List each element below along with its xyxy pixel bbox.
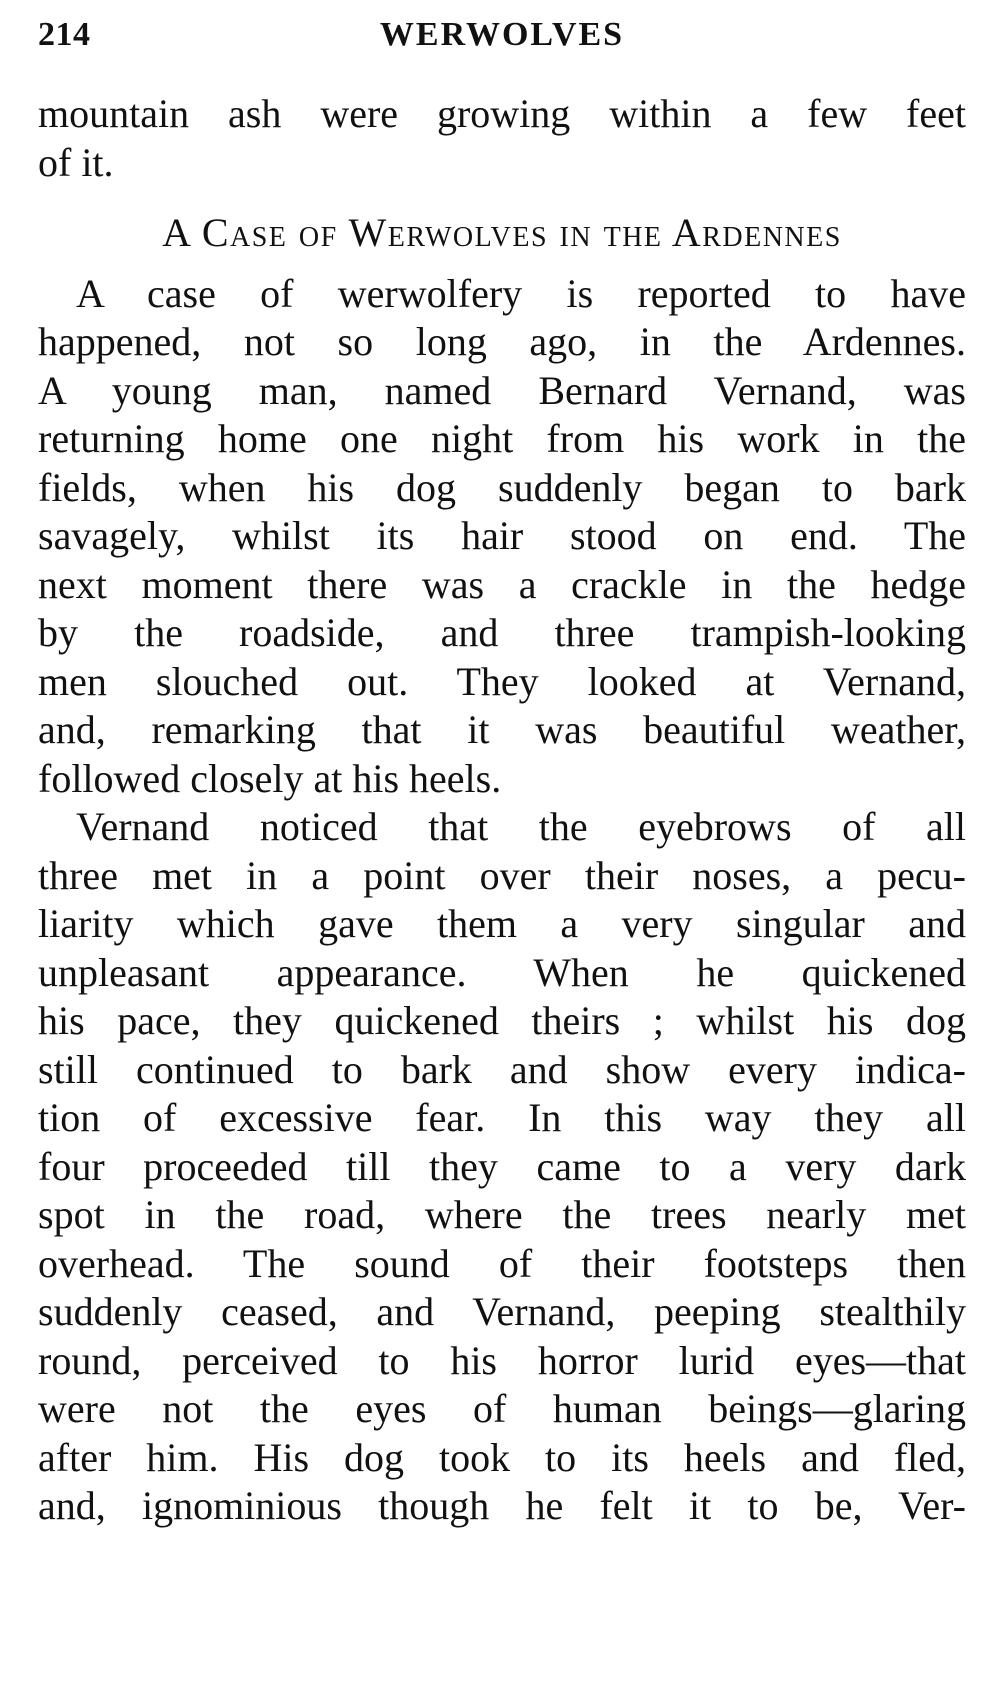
text-line: still continued to bark and show every indica- — [38, 1046, 966, 1092]
text-line: overhead. The sound of their footsteps then — [38, 1240, 966, 1286]
text-line: spot in the road, where the trees nearly met — [38, 1192, 966, 1237]
text-line: by the roadside, and three trampish-looking — [38, 610, 966, 655]
text-line: A case of werwolfery is reported to have — [76, 270, 966, 316]
text-line: liarity which gave them a very singular and — [38, 901, 966, 946]
text-line: men slouched out. They looked at Vernand, — [38, 658, 966, 704]
text-line: unpleasant appearance. When he quickened — [38, 949, 966, 995]
paragraph — [38, 270, 966, 804]
text-line: fields, when his dog suddenly began to bark — [38, 464, 966, 510]
running-head — [38, 16, 966, 66]
text-line: four proceeded till they came to a very dark — [38, 1143, 966, 1189]
text-line: after him. His dog took to its heels and fled, — [38, 1434, 966, 1480]
paragraph — [38, 803, 966, 1531]
text-line: A young man, named Bernard Vernand, was — [38, 367, 966, 413]
text-line: three met in a point over their noses, a pecu- — [38, 852, 966, 898]
text-line: next moment there was a crackle in the hedge — [38, 561, 966, 607]
text-line: returning home one night from his work in the — [38, 416, 966, 461]
text-line: were not the eyes of human beings—glaring — [38, 1386, 966, 1431]
text-line: of it. — [38, 139, 114, 185]
text-line: and, ignominious though he felt it to be, Ver- — [38, 1483, 966, 1528]
text-line: suddenly ceased, and Vernand, peeping stealthily — [38, 1289, 966, 1334]
running-title: WERWOLVES — [379, 16, 625, 53]
section-heading: A Case of Werwolves in the Ardennes — [162, 210, 842, 255]
text-line: and, remarking that it was beautiful weather, — [38, 707, 966, 752]
text-line: mountain ash were growing within a few feet — [38, 91, 966, 136]
continued-paragraph — [38, 90, 966, 187]
text-line: his pace, they quickened theirs ; whilst his dog — [38, 998, 966, 1043]
text-line: round, perceived to his horror lurid eyes—that — [38, 1337, 966, 1383]
text-line: savagely, whilst its hair stood on end. The — [38, 513, 966, 558]
text-line: Vernand noticed that the eyebrows of all — [76, 804, 966, 849]
text-line: happened, not so long ago, in the Ardennes. — [38, 319, 966, 364]
text-line: tion of excessive fear. In this way they all — [38, 1095, 966, 1140]
body-text — [38, 90, 966, 1531]
page-number: 214 — [38, 16, 91, 53]
text-line: followed closely at his heels. — [38, 755, 502, 801]
